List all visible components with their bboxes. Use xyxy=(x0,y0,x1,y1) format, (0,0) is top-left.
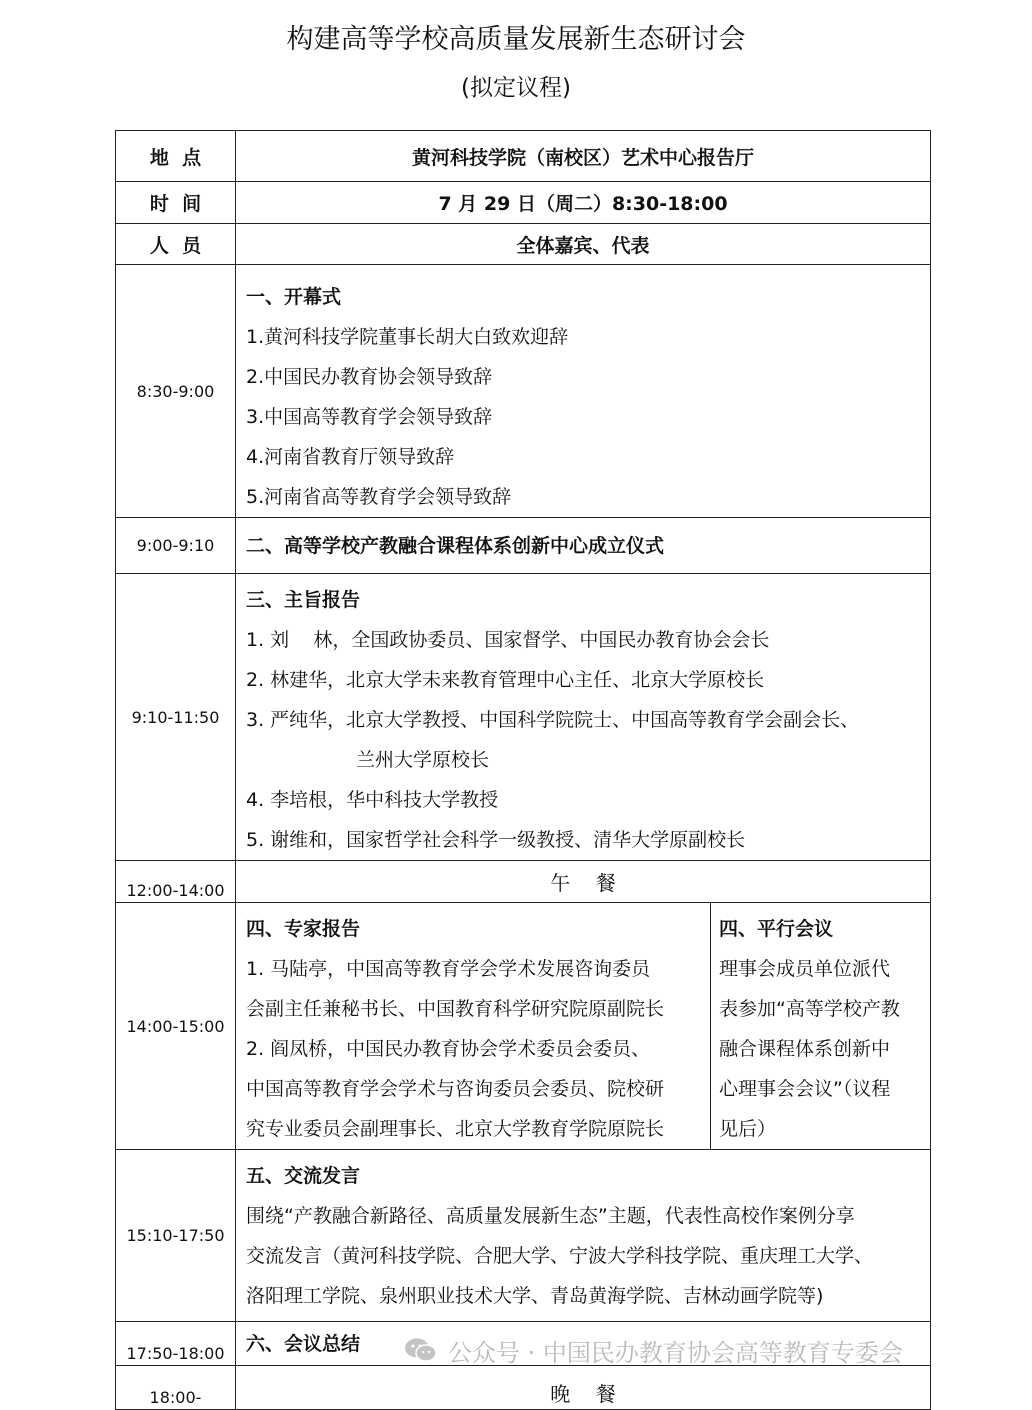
list-item: 1.黄河科技学院董事长胡大白致欢迎辞 xyxy=(246,326,569,348)
paragraph-line: 洛阳理工学院、泉州职业技术大学、青岛黄海学院、吉林动画学院等) xyxy=(246,1285,824,1307)
session-time: 18:00- xyxy=(116,1366,236,1410)
table-row xyxy=(116,518,931,574)
lunch-label: 午 餐 xyxy=(236,861,931,903)
session-time: 17:50-18:00 xyxy=(116,1322,236,1366)
session-time: 15:10-17:50 xyxy=(116,1150,236,1322)
list-item: 4. 李培根，华中科技大学教授 xyxy=(246,789,499,811)
session-heading: 五、交流发言 xyxy=(246,1165,361,1187)
parallel-line: 表参加“高等学校产教 xyxy=(719,998,900,1020)
time-label: 时 间 xyxy=(116,182,236,224)
list-item: 2. 阎凤桥，中国民办教育协会学术委员会委员、 xyxy=(246,1038,651,1060)
session-time: 12:00-14:00 xyxy=(116,861,236,903)
table-row xyxy=(116,1150,931,1322)
parallel-line: 融合课程体系创新中 xyxy=(719,1038,891,1060)
session-time: 9:10-11:50 xyxy=(116,574,236,861)
session-time: 14:00-15:00 xyxy=(116,903,236,1150)
parallel-session xyxy=(711,903,931,1150)
table-row xyxy=(116,574,931,861)
list-item: 4.河南省教育厅领导致辞 xyxy=(246,446,455,468)
watermark xyxy=(404,1330,903,1370)
session-heading: 三、主旨报告 xyxy=(246,589,361,611)
session-heading: 一、开幕式 xyxy=(246,286,342,308)
session-content xyxy=(236,265,931,518)
page-subtitle: (拟定议程) xyxy=(461,75,571,101)
table-row xyxy=(116,1366,931,1410)
parallel-line: 见后） xyxy=(719,1118,777,1140)
table-row xyxy=(116,224,931,265)
parallel-line: 理事会成员单位派代 xyxy=(719,958,891,980)
session-time: 9:00-9:10 xyxy=(116,518,236,574)
list-item: 5.河南省高等教育学会领导致辞 xyxy=(246,486,512,508)
list-item: 会副主任兼秘书长、中国教育科学研究院原副院长 xyxy=(246,998,665,1020)
list-item: 3.中国高等教育学会领导致辞 xyxy=(246,406,493,428)
table-row xyxy=(116,182,931,224)
list-item: 2. 林建华，北京大学未来教育管理中心主任、北京大学原校长 xyxy=(246,669,765,691)
agenda-table xyxy=(115,130,931,1410)
list-item: 究专业委员会副理事长、北京大学教育学院原院长 xyxy=(246,1118,665,1140)
table-row xyxy=(116,131,931,182)
session-content xyxy=(236,574,931,861)
location-label: 地 点 xyxy=(116,131,236,182)
list-item: 5. 谢维和，国家哲学社会科学一级教授、清华大学原副校长 xyxy=(246,829,746,851)
wechat-icon xyxy=(404,1337,438,1363)
paragraph-line: 交流发言（黄河科技学院、合肥大学、宁波大学科技学院、重庆理工大学、 xyxy=(246,1245,874,1267)
table-row xyxy=(116,903,931,1150)
parallel-line: 心理事会会议”（议程 xyxy=(719,1078,891,1100)
parallel-heading: 四、平行会议 xyxy=(719,918,834,940)
session-content xyxy=(236,903,711,1150)
session-content xyxy=(236,518,931,574)
watermark-text: 公众号 · 中国民办教育协会高等教育专委会 xyxy=(448,1338,903,1367)
table-row xyxy=(116,265,931,518)
list-item: 1. 马陆亭，中国高等教育学会学术发展咨询委员 xyxy=(246,958,651,980)
list-item: 2.中国民办教育协会领导致辞 xyxy=(246,366,493,388)
page-title: 构建高等学校高质量发展新生态研讨会 xyxy=(286,24,746,55)
session-content xyxy=(236,1150,931,1322)
paragraph-line: 围绕“产教融合新路径、高质量发展新生态”主题，代表性高校作案例分享 xyxy=(246,1205,855,1227)
list-item: 1. 刘 林，全国政协委员、国家督学、中国民办教育协会会长 xyxy=(246,629,770,651)
people-label: 人 员 xyxy=(116,224,236,265)
session-heading: 四、专家报告 xyxy=(246,918,361,940)
list-item: 中国高等教育学会学术与咨询委员会委员、院校研 xyxy=(246,1078,665,1100)
dinner-label: 晚 餐 xyxy=(236,1366,931,1410)
session-heading: 六、会议总结 xyxy=(246,1332,361,1355)
list-item: 兰州大学原校长 xyxy=(356,749,490,771)
table-row xyxy=(116,861,931,903)
session-time: 8:30-9:00 xyxy=(116,265,236,518)
time-value: 7 月 29 日（周二）8:30-18:00 xyxy=(236,182,931,224)
session-heading: 二、高等学校产教融合课程体系创新中心成立仪式 xyxy=(246,534,665,557)
location-value: 黄河科技学院（南校区）艺术中心报告厅 xyxy=(236,131,931,182)
people-value: 全体嘉宾、代表 xyxy=(236,224,931,265)
list-item: 3. 严纯华，北京大学教授、中国科学院院士、中国高等教育学会副会长、 xyxy=(246,709,860,731)
